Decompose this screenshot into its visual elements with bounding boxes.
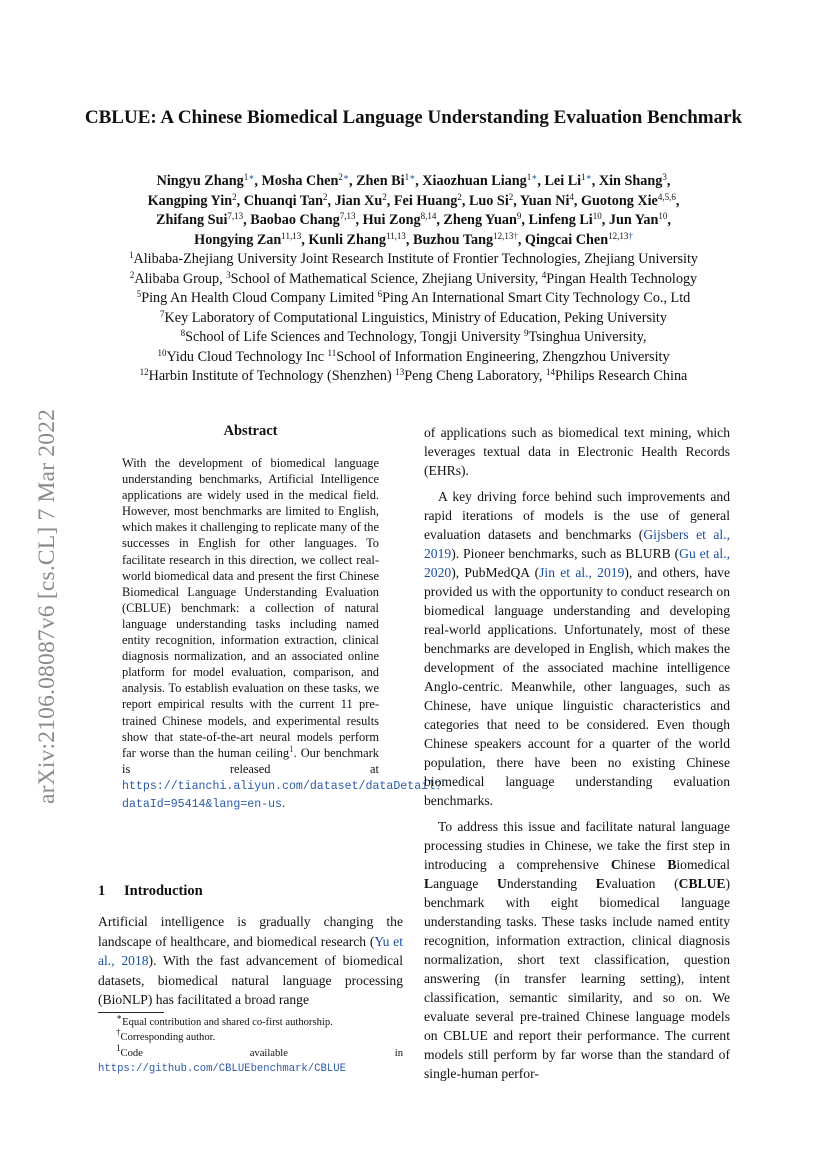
author-name: Qingcai Chen [524,231,609,248]
dataset-link[interactable]: https://tianchi.aliyun.com/dataset/dataDetail?dataId=95414&lang=en-us [122,779,443,811]
author-name: Jun Yan [608,212,659,228]
author-list: Ningyu Zhang$^{1∗}$, Mosha Chen$^{2∗}$, Zhen $Bi^{1∗}$, Xiaozhuan Liang$^{1∗}$, Lei $Li^{1∗}$, Xin Shang$^3$, Kangping Yin$^2$, Chuanqi Tan$^2$, Jian Xu$^2$, Fei Huang$^2$, Luo Si$^2$, Yuan Ni$^4$, Guotong Xie$^{4,5,6}$, Zhifang Sui$^{7,13}$, Baobao Chang$^{7,13}$, Hui Zong$^{8,14}$, Zheng Yuan$^9$, Linfeng Li$^{10}$, Jun Yan$^{10}$, Hongying Zan$^{11,13}$, Kunli Zhang$^{11,13}$, Buzhou Tang$^{12,13\dagger}$, Qingcai Chen$^{12,13\dagger}$ [147,172,680,248]
author-name: Baobao Chang [250,212,340,228]
affiliation-line: $^2$Alibaba Group, $^3$School of Mathematical Science, Zhejiang University, $^4$Pingan Health Technology [129,269,698,287]
author-name: Buzhou Tang [413,231,494,248]
abstract-body: With the development of biomedical language understanding benchmarks, Artificial Intelligence applications are widely used in the medical field. However, most benchmarks are limited to English, which makes it challenging to replicate many of the successes in English for other languages. To facilitate research in this direction, we collect real-world biomedical data and present the first Chinese Biomedical Language Understanding Evaluation (CBLUE) benchmark: a collection of natural language understanding tasks including named entity recognition, information extraction, clinical diagnosis normalization, and an associated online platform for model evaluation, comparison, and analysis. To establish evaluation on these tasks, we report empirical results with the current 11 pre-trained Chinese models, and experimental results show that state-of-the-art neural models perform far worse than the human ceiling$^1$. Our benchmark is released at https://tianchi.aliyun.com/dataset/dataDetail?dataId=95414&lang=en-us. [122,456,443,811]
author-name: Zheng Yuan [443,212,517,228]
author-name: Kunli Zhang [308,231,386,248]
affiliation-line: $^8$School of Life Sciences and Technology, Tongji University $^9$Tsinghua University, [180,328,647,345]
author-name: Hui Zong [362,212,421,228]
section-heading-introduction: 1 Introduction [98,883,203,899]
citation-link[interactable]: Jin et al., 2019 [539,565,625,580]
author-name: Guotong Xie [581,192,658,209]
author-name: Xiaozhuan Liang [422,173,527,189]
affiliation-line: $^1$Alibaba-Zhejiang University Joint Research Institute of Frontier Technologies, Zhejiang University [128,250,699,267]
author-name: Zhen Bi [356,173,405,189]
right-column [424,423,730,1090]
affiliation-line: $^7$Key Laboratory of Computational Linguistics, Ministry of Education, Peking University [160,308,667,326]
author-name: Jian Xu [334,192,383,209]
affiliation-list [70,250,757,387]
author-name: Luo Si [468,192,509,209]
author-name: Ningyu Zhang [156,173,244,189]
arxiv-stamp [14,364,60,804]
paragraph: of applications such as biomedical text mining, which leverages textual data in Electronic Health Records (EHRs). [424,425,730,478]
author-name: Xin Shang [598,173,663,189]
author-name: Hongying Zan [194,231,282,248]
author-name: Lei Li [544,173,582,189]
intro-paragraph: Artificial intelligence is gradually changing the landscape of healthcare, and biomedical research (Yu et al., 2018). With the fast advancement of biomedical datasets, biomedical natural language processing (BioNLP) has facilitated a broad range [98,914,403,1008]
footnote: †Corresponding author. [116,1027,216,1044]
author-name: Yuan Ni [519,192,570,209]
affiliation-line: $^5$Ping An Health Cloud Company Limited $^6$Ping An International Smart City Technology Co., Ltd [136,289,691,306]
citation-link[interactable]: Yu et al., 2018 [98,933,403,969]
footnotes [98,1012,403,1077]
footnote: $^1$Code available in https://github.com/CBLUEbenchmark/CBLUE [98,1042,403,1075]
footnote-rule [98,1012,164,1013]
abstract-heading: Abstract [223,423,278,439]
citation-link[interactable]: Gu et al., 2020 [424,546,730,580]
author-name: Mosha Chen [261,173,339,189]
author-name: Fei Huang [393,192,458,209]
citation-link[interactable]: Gijsbers et al., 2019 [424,527,730,561]
paper-title: CBLUE: A Chinese Biomedical Language Understanding Evaluation Benchmark [84,107,743,128]
github-link[interactable]: https://github.com/CBLUEbenchmark/CBLUE [98,1062,346,1075]
paragraph: A key driving force behind such improvements and rapid iterations of models is the use of general evaluation datasets and benchmarks (Gijsbers et al., 2019). Pioneer benchmarks, such as BLURB (Gu et al., 2020), PubMedQA (Jin et al., 2019), and others, have provided us with the opportunity to conduct research on biomedical language understanding and developing real-world applications. Unfortunately, most of these benchmarks are developed in English, which makes the development of the associated machine intelligence Anglo-centric. Meanwhile, other languages, such as Chinese, have unique linguistic characteristics and categories that need to be considered. Even though Chinese speakers account for a quarter of the world population, there have been no existing Chinese biomedical language understanding evaluation benchmarks. [424,489,730,808]
author-name: Zhifang Sui [156,212,228,228]
author-name: Chuanqi Tan [243,192,323,209]
affiliation-line: $^{12}$Harbin Institute of Technology (Shenzhen) $^{13}$Peng Cheng Laboratory, $^{14}$Philips Research China [139,367,688,384]
footnote: ∗Equal contribution and shared co-first authorship. [116,1012,333,1028]
paragraph: To address this issue and facilitate natural language processing studies in Chinese, we take the first step in introducing a comprehensive Chinese Biomedical Language Understanding Evaluation (CBLUE) benchmark with eight biomedical language understanding tasks. These tasks include named entity recognition, information extraction, clinical diagnosis normalization, short text classification, question answering (in transfer learning setting), intent classification, semantic similarity, and so on. We evaluate several pre-trained Chinese language models on CBLUE and report their performance. The current models still perform by far worse than the standard of single-human perfor- [424,819,730,1081]
author-name: Linfeng Li [528,212,593,228]
arxiv-id: arXiv:2106.08087v6 [cs.CL] 7 Mar 2022 [34,408,60,804]
author-name: Kangping Yin [147,192,233,209]
affiliation-line: $^{10}$Yidu Cloud Technology Inc $^{11}$School of Information Engineering, Zhengzhou University [157,347,670,365]
